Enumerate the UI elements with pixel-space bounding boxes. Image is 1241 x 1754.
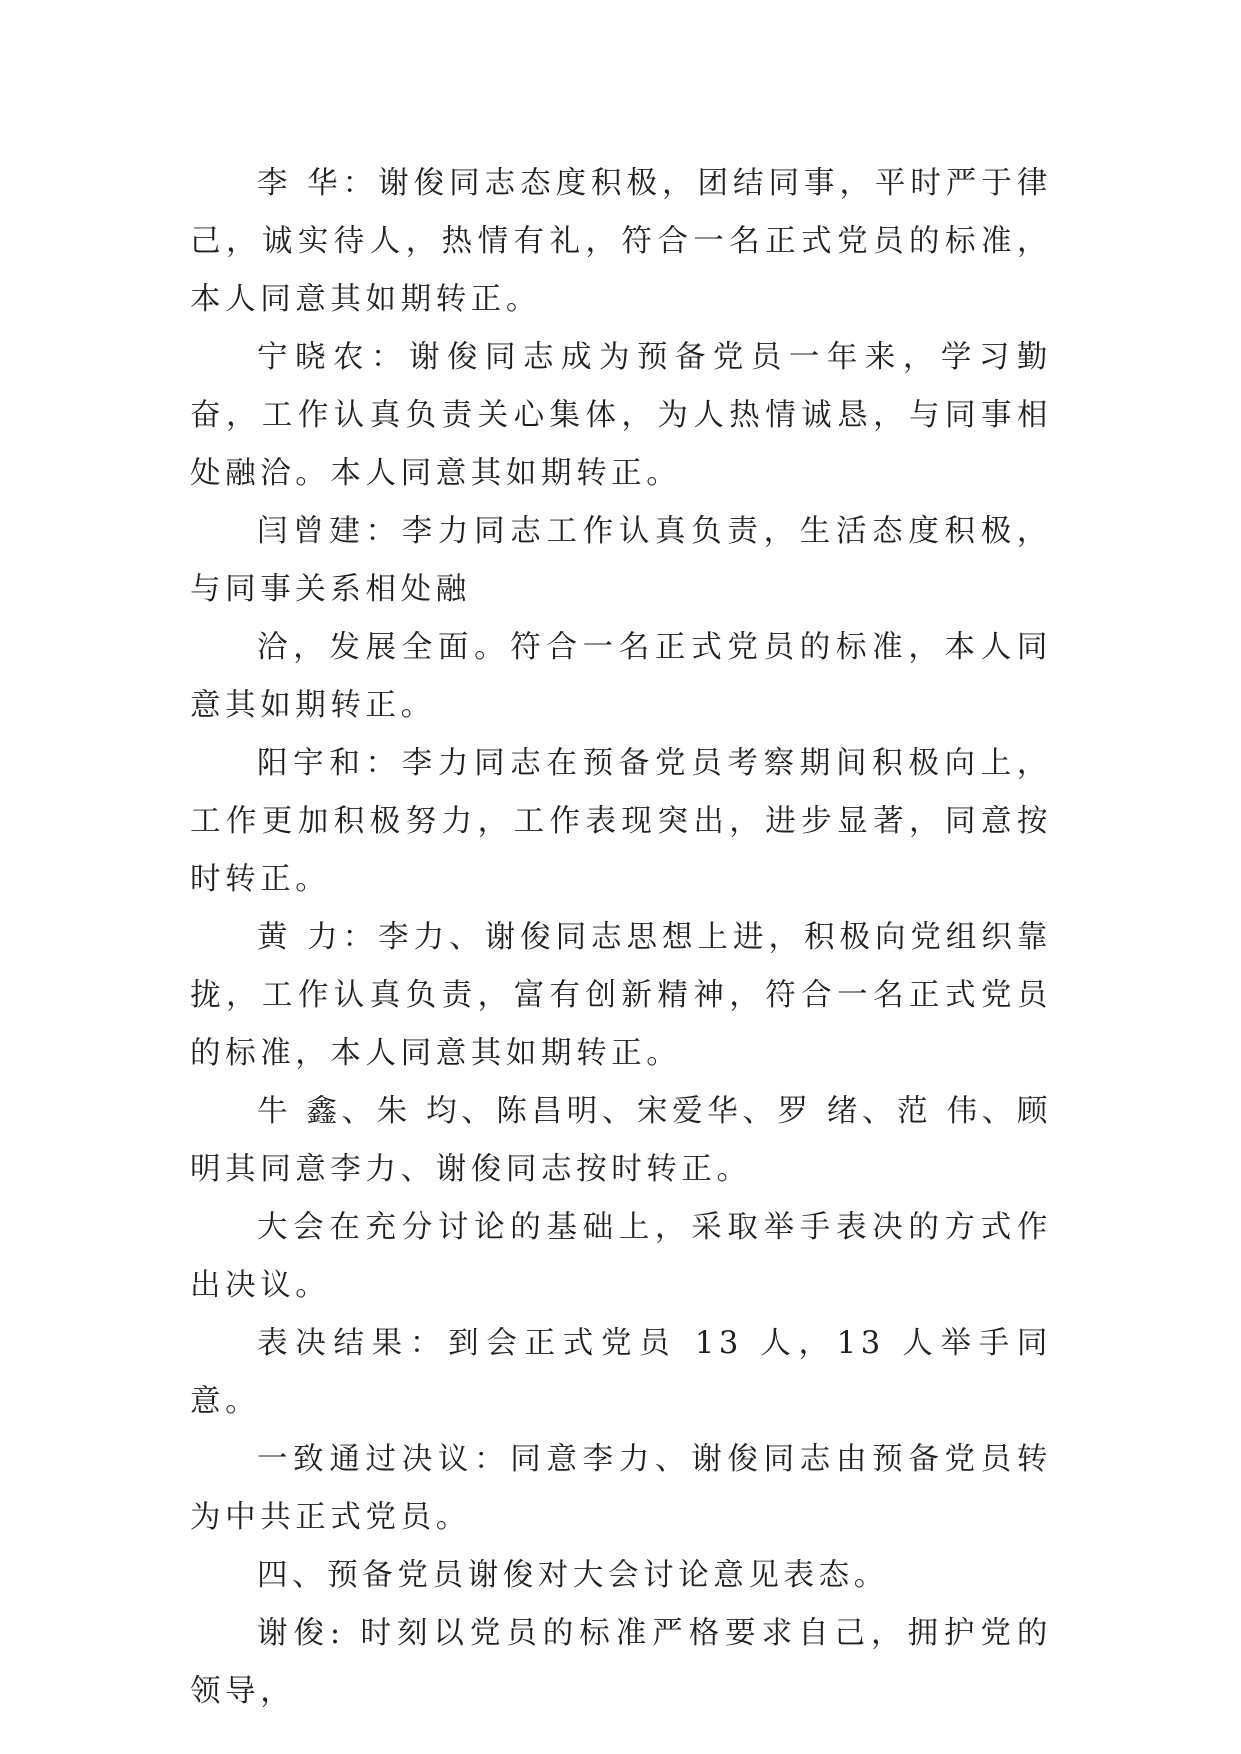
section-heading-four: 四、预备党员谢俊对大会讨论意见表态。: [257, 1558, 889, 1593]
document-body: [190, 155, 1052, 1721]
paragraph-xie-jun-statement: 谢俊: 时刻以党员的标准严格要求自己，拥护党的领导，: [190, 1616, 1052, 1709]
paragraph-yan-zengjian: 闫曾建：李力同志工作认真负责，生活态度积极，与同事关系相处融: [190, 514, 1052, 607]
paragraph-resolution: 一致通过决议：同意李力、谢俊同志由预备党员转为中共正式党员。: [190, 1442, 1052, 1535]
paragraph-yan-zengjian-continued: 洽，发展全面。符合一名正式党员的标准，本人同意其如期转正。: [190, 630, 1052, 723]
paragraph-other-members: 牛 鑫、朱 均、陈昌明、宋爱华、罗 绪、范 伟、顾明其同意李力、谢俊同志按时转正。: [190, 1094, 1052, 1187]
paragraph-li-hua: 李 华：谢俊同志态度积极，团结同事，平时严于律己，诚实待人，热情有礼，符合一名正式党员的标准，本人同意其如期转正。: [190, 166, 1052, 317]
paragraph-yang-yuhe: 阳宇和：李力同志在预备党员考察期间积极向上，工作更加积极努力，工作表现突出，进步显著，同意按时转正。: [190, 746, 1052, 897]
paragraph-ning-xiaonong: 宁晓农：谢俊同志成为预备党员一年来，学习勤奋，工作认真负责关心集体，为人热情诚恳，与同事相处融洽。本人同意其如期转正。: [190, 340, 1052, 491]
paragraph-vote-method: 大会在充分讨论的基础上，采取举手表决的方式作出决议。: [190, 1210, 1052, 1303]
paragraph-huang-li: 黄 力：李力、谢俊同志思想上进，积极向党组织靠拢，工作认真负责，富有创新精神，符合一名正式党员的标准，本人同意其如期转正。: [190, 920, 1052, 1071]
paragraph-vote-result: 表决结果：到会正式党员 13 人，13 人举手同意。: [190, 1326, 1052, 1419]
